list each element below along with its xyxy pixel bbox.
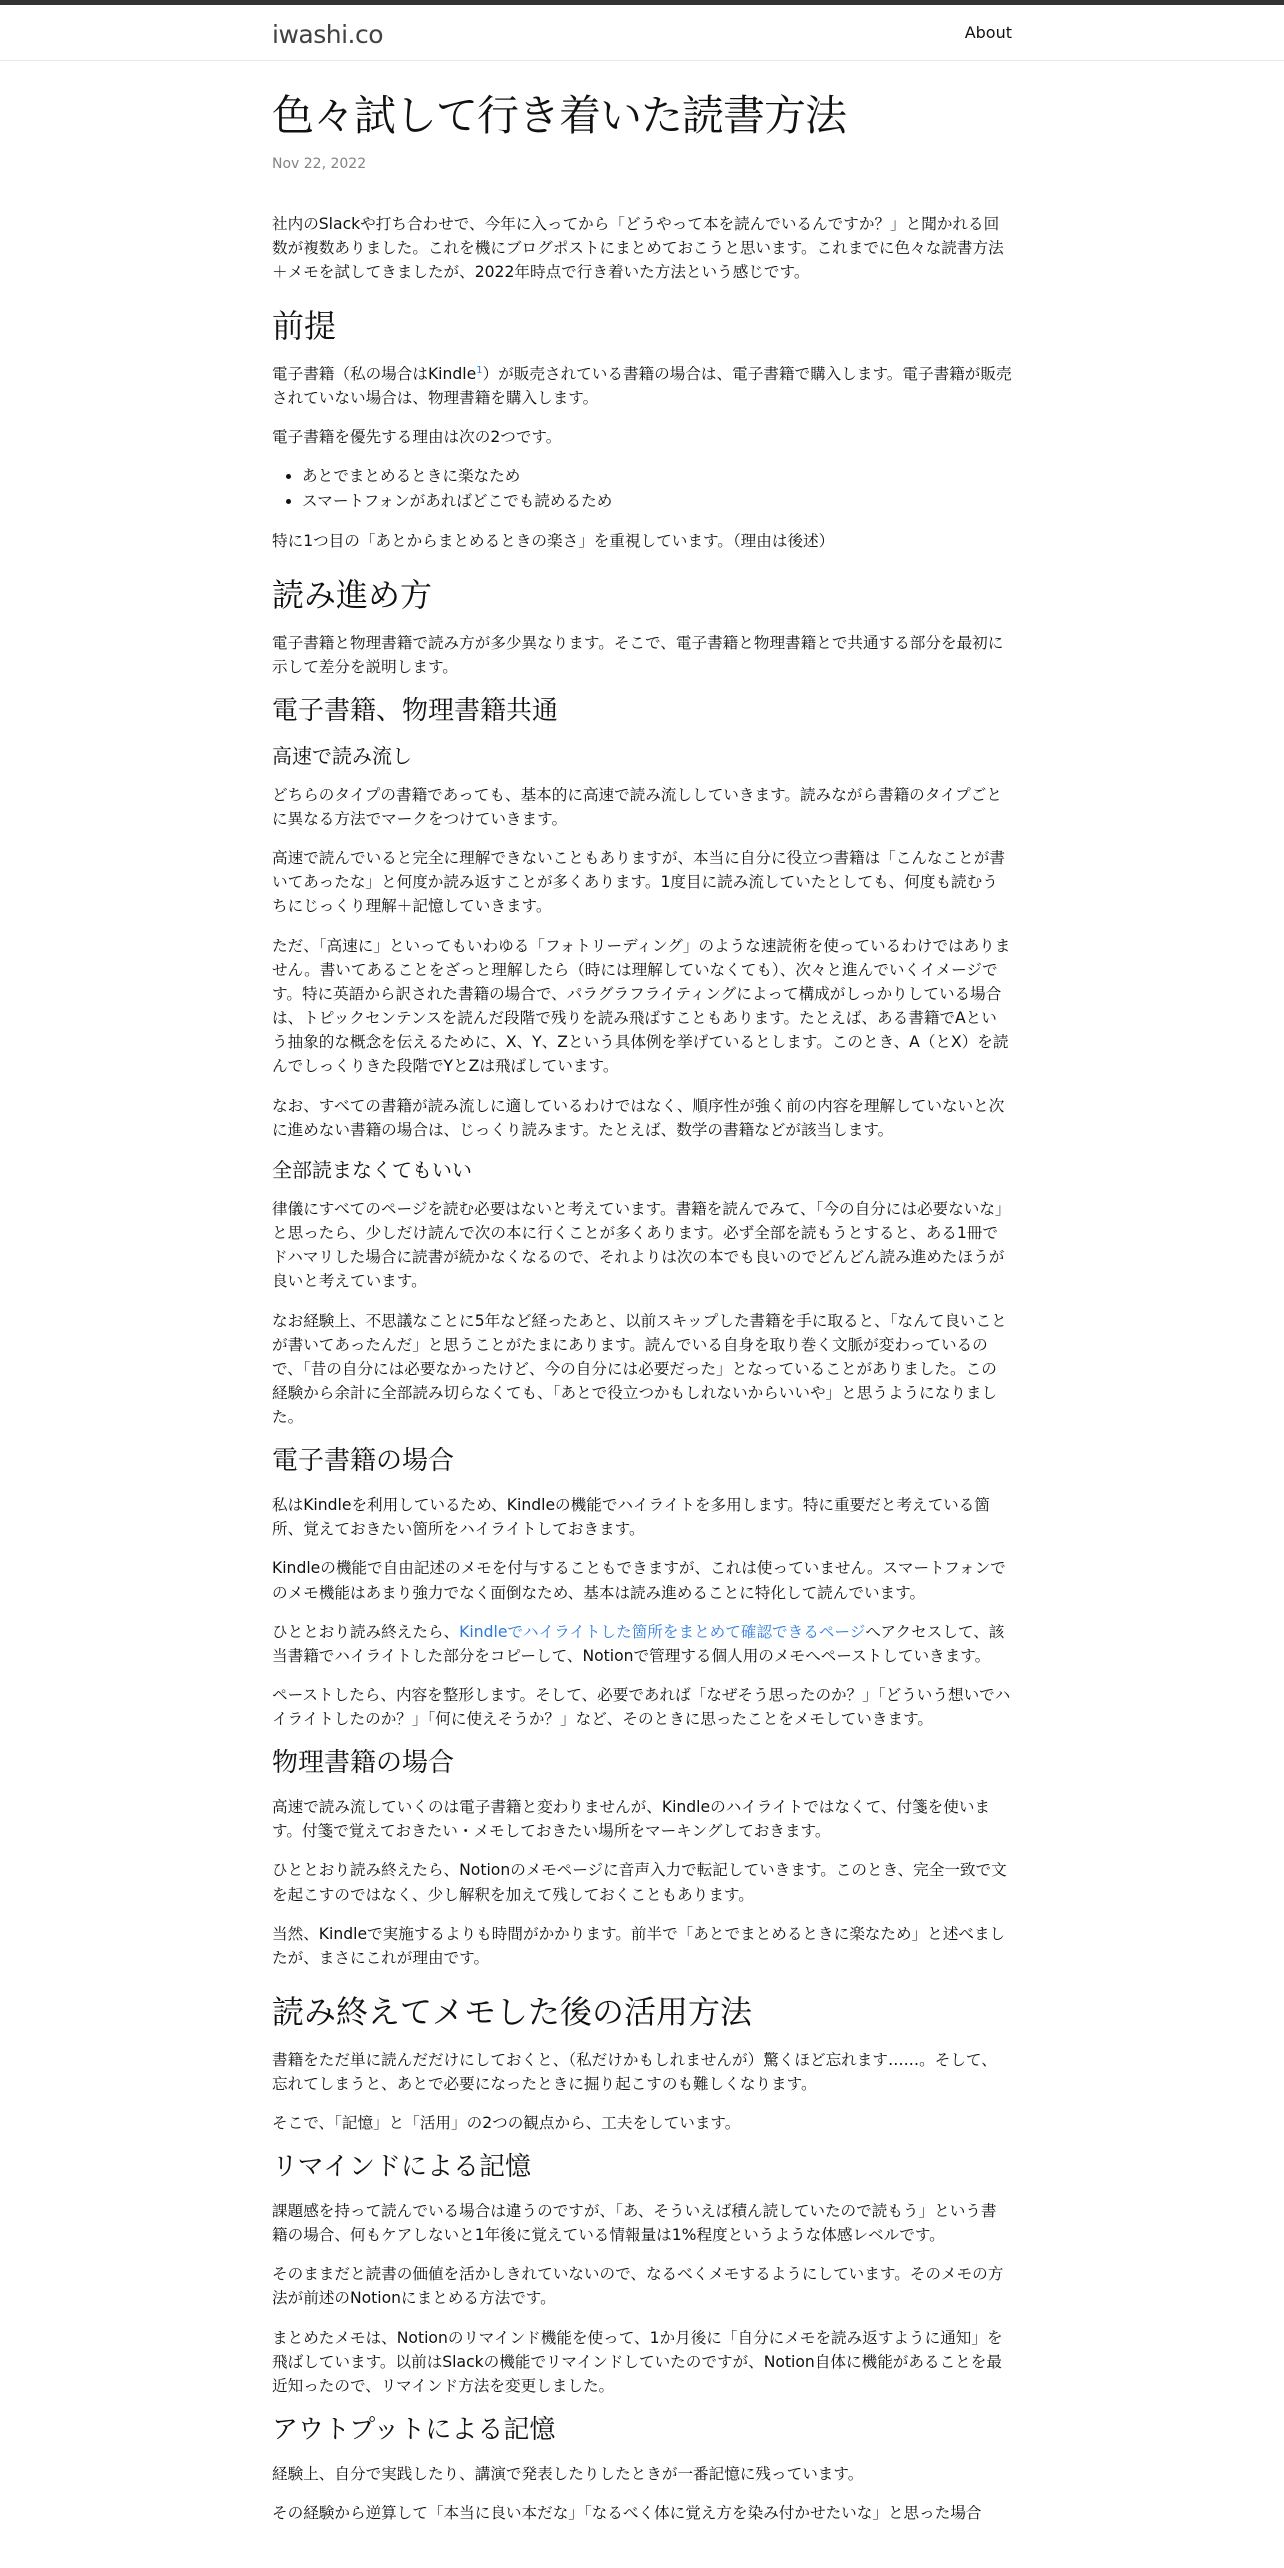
premise-list xyxy=(302,464,1012,514)
premise-paragraph-2: 電子書籍を優先する理由は次の2つです。 xyxy=(272,427,562,446)
site-header xyxy=(0,5,1284,61)
post-title: 色々試して行き着いた読書方法 xyxy=(272,91,847,140)
list-item: • あとでまとめるときに楽なため xyxy=(302,464,1012,489)
intro-paragraph: 社内のSlackや打ち合わせで、今年に入ってから「どうやって本を読んでいるんですか？」と聞かれる回数が複数ありました。これを機にブログポストにまとめておこうと思います。これまでに色々な読書方法＋メモを試してきましたが、2022年時点で行き着いた方法という感じです。 xyxy=(272,214,1004,281)
ebook-paragraph-3 xyxy=(272,1620,1012,1668)
nav-about-link[interactable]: About xyxy=(964,23,1012,42)
footnote-link[interactable]: 1 xyxy=(476,364,483,376)
speed-paragraph-4: なお、すべての書籍が読み流しに適しているわけではなく、順序性が強く前の内容を理解していないと次に進めない書籍の場合は、じっくり読みます。たとえば、数学の書籍などが該当します。 xyxy=(272,1096,1005,1139)
heading-remind: リマインドによる記憶 xyxy=(272,2152,531,2183)
heading-physical: 物理書籍の場合 xyxy=(272,1748,455,1779)
ebook-paragraph-1: 私はKindleを利用しているため、Kindleの機能でハイライトを多用します。特に重要だと考えている箇所、覚えておきたい箇所をハイライトしておきます。 xyxy=(272,1496,990,1539)
speed-paragraph-2: 高速で読んでいると完全に理解できないこともありますが、本当に自分に役立つ書籍は「こんなことが書いてあったな」と何度か読み返すことが多くあります。1度目に読み流していたとしても、何度も読むうちにじっくり理解＋記憶していきます。 xyxy=(272,849,1005,916)
heading-common: 電子書籍、物理書籍共通 xyxy=(272,696,559,727)
heading-output: アウトプットによる記憶 xyxy=(272,2415,556,2446)
after-paragraph-1: 書籍をただ単に読んだだけにしておくと、（私だけかもしれませんが）驚くほど忘れます……。そして、忘れてしまうと、あとで必要になったときに掘り起こすのも難しくなります。 xyxy=(272,2050,997,2093)
remind-paragraph-1: 課題感を持って読んでいる場合は違うのですが、「あ、そういえば積ん読していたので読もう」という書籍の場合、何もケアしないと1年後に覚えている情報量は1%程度というような体感レベルです。 xyxy=(272,2201,997,2245)
physical-paragraph-3: 当然、Kindleで実施するよりも時間がかかります。前半で「あとでまとめるときに楽なため」と述べましたが、まさにこれが理由です。 xyxy=(272,1924,1006,1967)
heading-speed: 高速で読み流し xyxy=(272,743,412,768)
ebook-text-a: ひととおり読み終えたら、 xyxy=(272,1622,460,1641)
post-date: Nov 22, 2022 xyxy=(272,155,367,172)
physical-paragraph-2: ひととおり読み終えたら、Notionのメモページに音声入力で転記していきます。このとき、完全一致で文を起こすのではなく、少し解釈を加えて残しておくこともあります。 xyxy=(272,1861,1007,1904)
skip-paragraph-1: 律儀にすべてのページを読む必要はないと考えています。書籍を読んでみて、「今の自分には必要ないな」と思ったら、少しだけ読んで次の本に行くことが多くあります。必ず全部を読もうとすると、ある1冊でドハマリした場合に読書が続かなくなるので、それよりは次の本でも良いのでどんどん読み進めたほうが良いと考えています。 xyxy=(272,1199,1011,1291)
premise-text-a: 電子書籍（私の場合はKindle xyxy=(272,364,477,383)
site-title-link[interactable]: iwashi.co xyxy=(272,20,384,49)
post-content xyxy=(272,89,1012,2525)
kindle-highlights-link[interactable]: Kindleでハイライトした箇所をまとめて確認できるページ xyxy=(459,1622,866,1641)
heading-ebook: 電子書籍の場合 xyxy=(272,1446,455,1477)
output-paragraph-2: その経験から逆算して「本当に良い本だな」「なるべく体に覚え方を染み付かせたいな」と思った場合 xyxy=(272,2503,982,2522)
speed-paragraph-1: どちらのタイプの書籍であっても、基本的に高速で読み流ししていきます。読みながら書籍のタイプごとに異なる方法でマークをつけていきます。 xyxy=(272,785,1002,829)
list-item: • スマートフォンがあればどこでも読めるため xyxy=(302,489,1012,514)
after-paragraph-2: そこで、「記憶」と「活用」の2つの観点から、工夫をしています。 xyxy=(272,2113,741,2132)
heading-premise: 前提 xyxy=(272,307,337,346)
output-paragraph-1: 経験上、自分で実践したり、講演で発表したりしたときが一番記憶に残っています。 xyxy=(272,2464,864,2483)
remind-paragraph-3: まとめたメモは、Notionのリマインド機能を使って、1か月後に「自分にメモを読み返すように通知」を飛ばしています。以前はSlackの機能でリマインドしていたのですが、Notion自体に機能があることを最近知ったので、リマインド方法を変更しました。 xyxy=(272,2328,1003,2395)
heading-reading: 読み進め方 xyxy=(272,576,433,615)
remind-paragraph-2: そのままだと読書の価値を活かしきれていないので、なるべくメモするようにしています。そのメモの方法が前述のNotionにまとめる方法です。 xyxy=(272,2265,1004,2308)
heading-skip: 全部読まなくてもいい xyxy=(272,1157,472,1182)
premise-paragraph-3: 特に1つ目の「あとからまとめるときの楽さ」を重視しています。（理由は後述） xyxy=(272,532,835,550)
physical-paragraph-1: 高速で読み流していくのは電子書籍と変わりませんが、Kindleのハイライトではなくて、付箋を使います。付箋で覚えておきたい・メモしておきたい場所をマーキングしておきます。 xyxy=(272,1798,991,1841)
heading-after: 読み終えてメモした後の活用方法 xyxy=(272,1993,753,2032)
speed-paragraph-3: ただ、「高速に」といってもいわゆる「フォトリーディング」のような速読術を使っているわけではありません。書いてあることをざっと理解したら（時には理解していなくても）、次々と進んでいくイメージです。特に英語から訳された書籍の場合で、パラグラフライティングによって構成がしっかりしている場合は、トピックセンテンスを読んだ段階で残りを読み飛ばすこともあります。たとえば、ある書籍でAという抽象的な概念を伝えるために、X、Y、Zという具体例を挙げているとします。このとき、A（とX）を読んでしっくりきた段階でYとZは飛ばしています。 xyxy=(272,936,1011,1076)
premise-text-b: ）が販売されている書籍の場合は、電子書籍で購入します。電子書籍が販売されていない場合は、物理書籍を購入します。 xyxy=(272,364,1012,407)
ebook-paragraph-4: ペーストしたら、内容を整形します。そして、必要であれば「なぜそう思ったのか？」「どういう想いでハイライトしたのか？」「何に使えそうか？」など、そのときに思ったことをメモしていきます。 xyxy=(272,1686,1011,1729)
ebook-paragraph-2: Kindleの機能で自由記述のメモを付与することもできますが、これは使っていません。スマートフォンでのメモ機能はあまり強力でなく面倒なため、基本は読み進めることに特化して読んでいます。 xyxy=(272,1559,1006,1602)
premise-paragraph-1 xyxy=(272,362,1012,410)
skip-paragraph-2: なお経験上、不思議なことに5年など経ったあと、以前スキップした書籍を手に取ると、「なんて良いことが書いてあったんだ」と思うことがたまにあります。読んでいる自身を取り巻く文脈が変わっているので、「昔の自分には必要なかったけど、今の自分には必要だった」となっていることがありました。この経験から余計に全部読み切らなくても、「あとで役立つかもしれないからいいや」と思うようになりました。 xyxy=(272,1311,1007,1427)
ebook-text-b: へアクセスして、該当書籍でハイライトした部分をコピーして、Notionで管理する個人用のメモへペーストしていきます。 xyxy=(272,1622,1005,1665)
reading-paragraph: 電子書籍と物理書籍で読み方が多少異なります。そこで、電子書籍と物理書籍とで共通する部分を最初に示して差分を説明します。 xyxy=(272,633,1004,676)
